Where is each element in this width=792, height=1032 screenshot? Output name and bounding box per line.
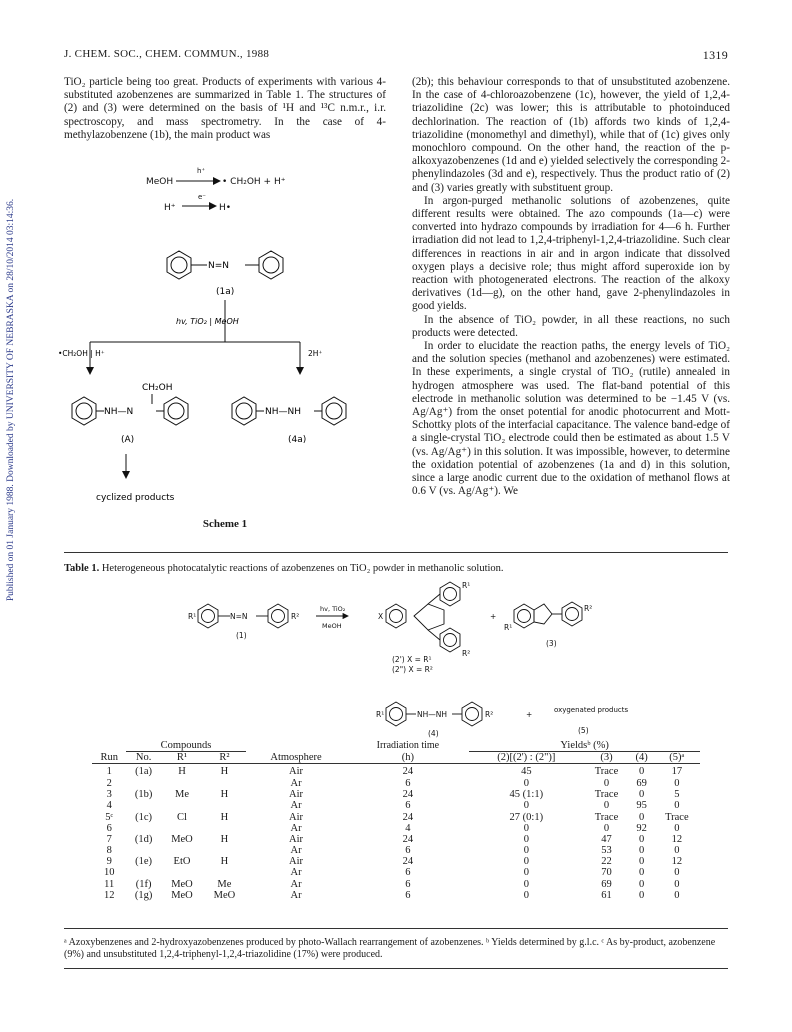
r1-indazole-label: R¹ xyxy=(504,623,513,632)
cell-yield-5: 17 xyxy=(671,765,683,777)
label-4a: (4a) xyxy=(288,435,307,445)
cell-r1 xyxy=(161,823,203,834)
cell-no: (1c) xyxy=(135,811,153,823)
table-header-row-1 xyxy=(92,740,700,752)
r1-label: R¹ xyxy=(188,612,197,621)
table-row xyxy=(92,778,700,789)
download-stamp xyxy=(4,150,18,650)
x-label: X xyxy=(378,612,384,621)
cell-yield-5: 0 xyxy=(674,777,680,789)
azo-label: N=N xyxy=(230,612,248,621)
table-row xyxy=(92,764,700,778)
plus-1: + xyxy=(490,612,497,621)
cell-no xyxy=(126,867,160,878)
cell-run: 11 xyxy=(104,878,115,890)
col-no: No. xyxy=(135,752,152,764)
cell-time: 6 xyxy=(405,800,411,812)
cell-r1: MeO xyxy=(171,889,193,901)
col-group-irradiation: Irradiation time xyxy=(376,740,440,752)
cell-yield-4: 0 xyxy=(639,833,645,845)
paragraph: (2b); this behaviour corresponds to that of unsubstituted azobenzene. In the case of 4-chloroazobenzene (1c), however, the yield of 1,2,4-triazolidine (2c) was lower; this is attributable to photoinduced dechlorination. The reaction of (1b) affords two kinds of 1,2,4-triazolidine (monomethyl and dimethyl), while that of (1c) gives only monochloro compound. On the other hand, the reaction of the p-alkoxyazobenzenes (1d and e) yielded selectively the corresponding 2-phenylindazoles (3d and e), respectively. Thus the product ratio of (2) and (3) varies greatly with substituent group. xyxy=(412,76,730,194)
col-yield-5: (5)ᵃ xyxy=(669,752,685,764)
page-header xyxy=(64,48,728,64)
table-row xyxy=(92,800,700,811)
journal-name: J. CHEM. SOC., CHEM. COMMUN., 1988 xyxy=(64,48,270,60)
label-1: (1) xyxy=(236,631,247,640)
cell-r2 xyxy=(203,778,245,789)
cell-r1: Me xyxy=(174,789,189,801)
cell-run: 1 xyxy=(106,765,112,777)
table-footnote: ᵃ Azoxybenzenes and 2-hydroxyazobenzenes produced by photo-Wallach rearrangement of azobenzenes. ᵇ Yields determined by g.l.c. ᶜ As by-product, azobenzene (9%) and unsubstituted 1,2,4-triphenyl-1,2,4-triazolidine (17%) were produced. xyxy=(64,937,716,960)
col-group-yields: Yieldsᵇ (%) xyxy=(469,740,700,752)
cell-atmosphere: Ar xyxy=(290,889,302,901)
col-group-compounds: Compounds xyxy=(126,740,245,752)
table-row xyxy=(92,890,700,901)
cell-atmosphere: Ar xyxy=(290,845,302,857)
cell-run: 7 xyxy=(106,833,112,845)
cell-yield-2: 0 xyxy=(523,777,529,789)
cell-yield-4: 95 xyxy=(636,800,647,812)
r2-indazole-label: R² xyxy=(584,604,593,613)
cell-atmosphere: Air xyxy=(289,811,304,823)
cell-r2: H xyxy=(220,856,229,868)
col-run: Run xyxy=(100,752,118,764)
nh-nh-label: NH—NH xyxy=(265,407,301,417)
cell-yield-3: 22 xyxy=(601,856,612,868)
r1-prod-label: R¹ xyxy=(462,581,471,590)
cell-run: 3 xyxy=(106,789,112,801)
cell-yield-4: 0 xyxy=(639,867,645,879)
col-r1: R¹ xyxy=(176,752,188,764)
cell-yield-4: 0 xyxy=(639,789,645,801)
cell-yield-3: 70 xyxy=(601,867,612,879)
cell-atmosphere: Ar xyxy=(290,822,302,834)
cell-yield-4: 0 xyxy=(639,845,645,857)
table-row xyxy=(92,867,700,878)
cell-no: (1e) xyxy=(135,856,153,868)
cell-yield-3: 53 xyxy=(601,845,612,857)
cell-yield-4: 92 xyxy=(636,822,647,834)
condition-label: hv, TiO₂ | MeOH xyxy=(176,317,239,326)
cell-yield-5: 5 xyxy=(674,789,680,801)
eq1-over: h⁺ xyxy=(197,167,206,175)
cell-r2 xyxy=(203,867,245,878)
label-A: (A) xyxy=(121,435,135,445)
table-row xyxy=(92,879,700,890)
label-5: (5) xyxy=(578,726,589,735)
cell-run: 12 xyxy=(103,889,115,901)
cell-atmosphere: Ar xyxy=(290,867,302,879)
cell-atmosphere: Air xyxy=(289,765,304,777)
r2-hydrazo-label: R² xyxy=(485,710,494,719)
cell-run: 2 xyxy=(106,777,112,789)
paragraph: TiO₂ particle being too great. Products of experiments with various 4-substituted azobenzenes are summarized in Table 1. The structures of (2) and (3) were determined on the basis of ¹H and ¹³C n.m.r., i.r. spectroscopy, and mass spectrometry. In the case of 4-methylazobenzene (1b), the main product was xyxy=(64,76,386,141)
oxygenated-products: oxygenated products xyxy=(554,706,629,714)
r2-label: R² xyxy=(291,612,300,621)
cell-no xyxy=(126,823,160,834)
label-2a: (2') X = R¹ xyxy=(392,655,432,664)
col-r2: R² xyxy=(219,752,230,764)
ch2oh-label: CH₂OH xyxy=(142,383,173,393)
cell-yield-3: Trace xyxy=(594,765,619,777)
cell-time: 24 xyxy=(402,833,414,845)
cell-r1 xyxy=(161,778,203,789)
cell-time: 6 xyxy=(405,889,411,901)
table-row xyxy=(92,789,700,800)
cell-time: 24 xyxy=(402,765,414,777)
cell-time: 6 xyxy=(405,845,411,857)
right-arrow-label: 2H⁺ xyxy=(308,349,323,358)
table-header-row-2 xyxy=(92,752,700,764)
cell-yield-5: 12 xyxy=(671,856,683,868)
cell-no xyxy=(126,800,160,811)
cell-r2: H xyxy=(220,789,229,801)
cell-time: 4 xyxy=(405,822,411,834)
table-bottom-rule xyxy=(64,928,728,929)
table-reaction-scheme xyxy=(150,578,670,738)
cell-yield-5: 0 xyxy=(674,878,680,890)
cell-run: 9 xyxy=(106,856,112,868)
cell-atmosphere: Ar xyxy=(290,777,302,789)
table-title-text: Heterogeneous photocatalytic reactions of azobenzenes on TiO₂ powder in methanolic solution. xyxy=(99,563,504,574)
cell-r1: Cl xyxy=(177,811,187,823)
cell-time: 6 xyxy=(405,867,411,879)
cell-r1: MeO xyxy=(171,878,193,890)
cell-run: 8 xyxy=(106,845,112,857)
cell-r2: MeO xyxy=(213,889,236,901)
nhnh-label: NH—NH xyxy=(417,710,447,719)
results-table xyxy=(92,740,700,901)
cell-r2 xyxy=(203,845,245,856)
table-row xyxy=(92,856,700,867)
cell-time: 24 xyxy=(402,811,414,823)
cell-yield-3: Trace xyxy=(594,789,619,801)
cell-yield-2: 0 xyxy=(523,878,529,890)
col-atmosphere: Atmosphere xyxy=(270,752,322,764)
cell-yield-2: 0 xyxy=(523,822,529,834)
cell-r2: H xyxy=(220,811,229,823)
cell-no: (1a) xyxy=(135,765,153,777)
cell-atmosphere: Ar xyxy=(290,800,302,812)
r1-hydrazo-label: R¹ xyxy=(376,710,385,719)
cell-atmosphere: Air xyxy=(289,856,304,868)
eq2-over: e⁻ xyxy=(198,193,207,201)
cell-no: (1g) xyxy=(134,889,153,901)
cell-time: 6 xyxy=(405,777,411,789)
r2-prod-label: R² xyxy=(462,649,471,658)
table-title xyxy=(64,563,504,574)
left-arrow-label: •CH₂OH | H⁺ xyxy=(58,349,105,358)
cell-yield-3: 0 xyxy=(603,822,610,834)
label-2b: (2") X = R² xyxy=(392,665,433,674)
eq2-right: H• xyxy=(219,203,232,213)
cell-yield-3: 61 xyxy=(601,889,612,901)
plus-2: + xyxy=(526,710,533,719)
cell-time: 24 xyxy=(402,856,414,868)
col-yield-4: (4) xyxy=(635,752,648,764)
cell-yield-4: 0 xyxy=(639,878,645,890)
label-3: (3) xyxy=(546,639,557,648)
cell-yield-3: 0 xyxy=(603,800,610,812)
cell-r1 xyxy=(161,867,203,878)
col-time: (h) xyxy=(401,752,414,764)
cell-yield-2: 0 xyxy=(523,856,529,868)
cell-atmosphere: Air xyxy=(289,833,304,845)
cell-yield-4: 0 xyxy=(639,765,645,777)
cell-yield-5: 0 xyxy=(674,867,680,879)
cell-r1: H xyxy=(178,765,186,777)
cell-r1 xyxy=(161,800,203,811)
cell-yield-2: 0 xyxy=(523,833,529,845)
cell-no: (1f) xyxy=(135,878,152,890)
cell-no xyxy=(126,778,160,789)
cell-no xyxy=(126,845,160,856)
cell-r2 xyxy=(203,800,245,811)
nh-n-label: NH—N xyxy=(104,407,134,417)
cell-yield-3: 69 xyxy=(601,878,612,890)
cell-yield-4: 0 xyxy=(639,811,645,823)
cell-yield-5: 0 xyxy=(674,889,680,901)
cell-r1 xyxy=(161,845,203,856)
cell-run: 5ᶜ xyxy=(105,811,114,823)
cell-time: 24 xyxy=(402,789,414,801)
cell-yield-2: 0 xyxy=(523,800,529,812)
paragraph: In the absence of TiO₂ powder, in all these reactions, no such products were detected. xyxy=(412,313,730,339)
cell-no: (1b) xyxy=(134,789,153,801)
col-yield-3: (3) xyxy=(600,752,613,764)
cell-yield-5: 0 xyxy=(674,845,680,857)
label-1a: (1a) xyxy=(216,287,235,297)
cond-top: hv, TiO₂ xyxy=(320,605,346,613)
cell-yield-3: 0 xyxy=(603,777,610,789)
table-body xyxy=(92,764,700,901)
cell-atmosphere: Ar xyxy=(290,878,302,890)
cond-bottom: MeOH xyxy=(322,622,342,630)
cyclized-products: cyclized products xyxy=(96,493,175,503)
cell-yield-2: 45 xyxy=(521,765,532,777)
cell-run: 6 xyxy=(106,822,112,834)
cell-yield-2: 0 xyxy=(523,889,529,901)
table-top-rule xyxy=(64,552,728,553)
eq2-left: H⁺ xyxy=(164,203,176,213)
cell-yield-5: 0 xyxy=(674,822,680,834)
cell-no: (1d) xyxy=(134,833,153,845)
cell-yield-5: 12 xyxy=(671,833,683,845)
cell-r2: Me xyxy=(217,878,232,890)
cell-yield-3: Trace xyxy=(594,811,619,823)
table-row xyxy=(92,845,700,856)
cell-yield-3: 47 xyxy=(601,833,612,845)
table-row xyxy=(92,834,700,845)
cell-yield-4: 69 xyxy=(636,777,647,789)
scheme-caption: Scheme 1 xyxy=(202,518,248,530)
table-title-label: Table 1. xyxy=(64,563,100,574)
paragraph: In argon-purged methanolic solutions of azobenzenes, quite different results were obtained. The azo compounds (1a—c) were converted into hydrazo compounds by irradiation for 4—6 h. Further irradiation did not lead to 1,2,4-triphenyl-1,2,4-triazolidine. Such clear differences in reactions in air and in argon indicate that dissolved oxygen plays a decisive role; thus might afford superoxide ion by reaction with photogenerated electrons. The reaction of the alkoxy derivatives (1d—g), on the other hand, gave 2-phenylindazoles in good yields. xyxy=(412,194,730,313)
table-row xyxy=(92,823,700,834)
cell-r2: H xyxy=(220,765,229,777)
cell-r2 xyxy=(203,823,245,834)
cell-r1: MeO xyxy=(171,833,193,845)
azo-bond-label: N=N xyxy=(208,261,230,271)
cell-yield-2: 27 (0:1) xyxy=(509,811,544,823)
cell-yield-4: 0 xyxy=(639,889,645,901)
cell-run: 10 xyxy=(103,867,115,879)
cell-yield-2: 0 xyxy=(523,845,529,857)
cell-yield-5: 0 xyxy=(674,800,680,812)
cell-yield-2: 0 xyxy=(523,867,529,879)
cell-r1: EtO xyxy=(173,856,191,868)
cell-run: 4 xyxy=(106,800,112,812)
page-bottom-rule xyxy=(64,968,728,969)
paragraph: In order to elucidate the reaction paths, the energy levels of TiO₂ and the solution species (methanol and azobenzenes) were estimated. In these experiments, a single crystal of TiO₂ (rutile) annealed in hydrogen atmosphere was used. The flat-band potential of this electrode in methanolic solution was determined to be −1.45 V (vs. Ag/Ag⁺) from the onset potential for anodic photocurrent and Mott-Schottky plots of the interfacial capacitance. The valence band-edge of a single-crystal TiO₂ electrode could then be estimated as about 1.5 V (vs. Ag/Ag⁺) in this solution. It was impossible, however, to determine the oxidation potential of azobenzenes (1a and d) in this solution, since a large anodic current due to the oxidation of methanol flows at 0.6 V (vs. Ag/Ag⁺). We xyxy=(412,340,730,498)
cell-yield-4: 0 xyxy=(639,856,645,868)
page-number: 1319 xyxy=(702,48,728,62)
cell-yield-5: Trace xyxy=(665,811,689,823)
label-4: (4) xyxy=(428,729,439,738)
right-column xyxy=(412,76,730,499)
scheme-1-diagram xyxy=(58,142,386,534)
eq1-left: MeOH xyxy=(146,177,174,187)
eq1-right: • CH₂OH + H⁺ xyxy=(222,177,286,187)
left-column xyxy=(64,76,386,142)
cell-r2: H xyxy=(220,833,229,845)
table-row xyxy=(92,811,700,822)
download-stamp-text: Published on 01 January 1988. Downloaded by UNIVERSITY OF NEBRASKA on 28/10/2014 03:14:36. xyxy=(6,198,16,602)
cell-time: 6 xyxy=(405,878,411,890)
cell-yield-2: 45 (1:1) xyxy=(509,789,544,801)
col-yield-2: (2)[(2') : (2")] xyxy=(497,752,556,764)
cell-atmosphere: Air xyxy=(289,789,304,801)
